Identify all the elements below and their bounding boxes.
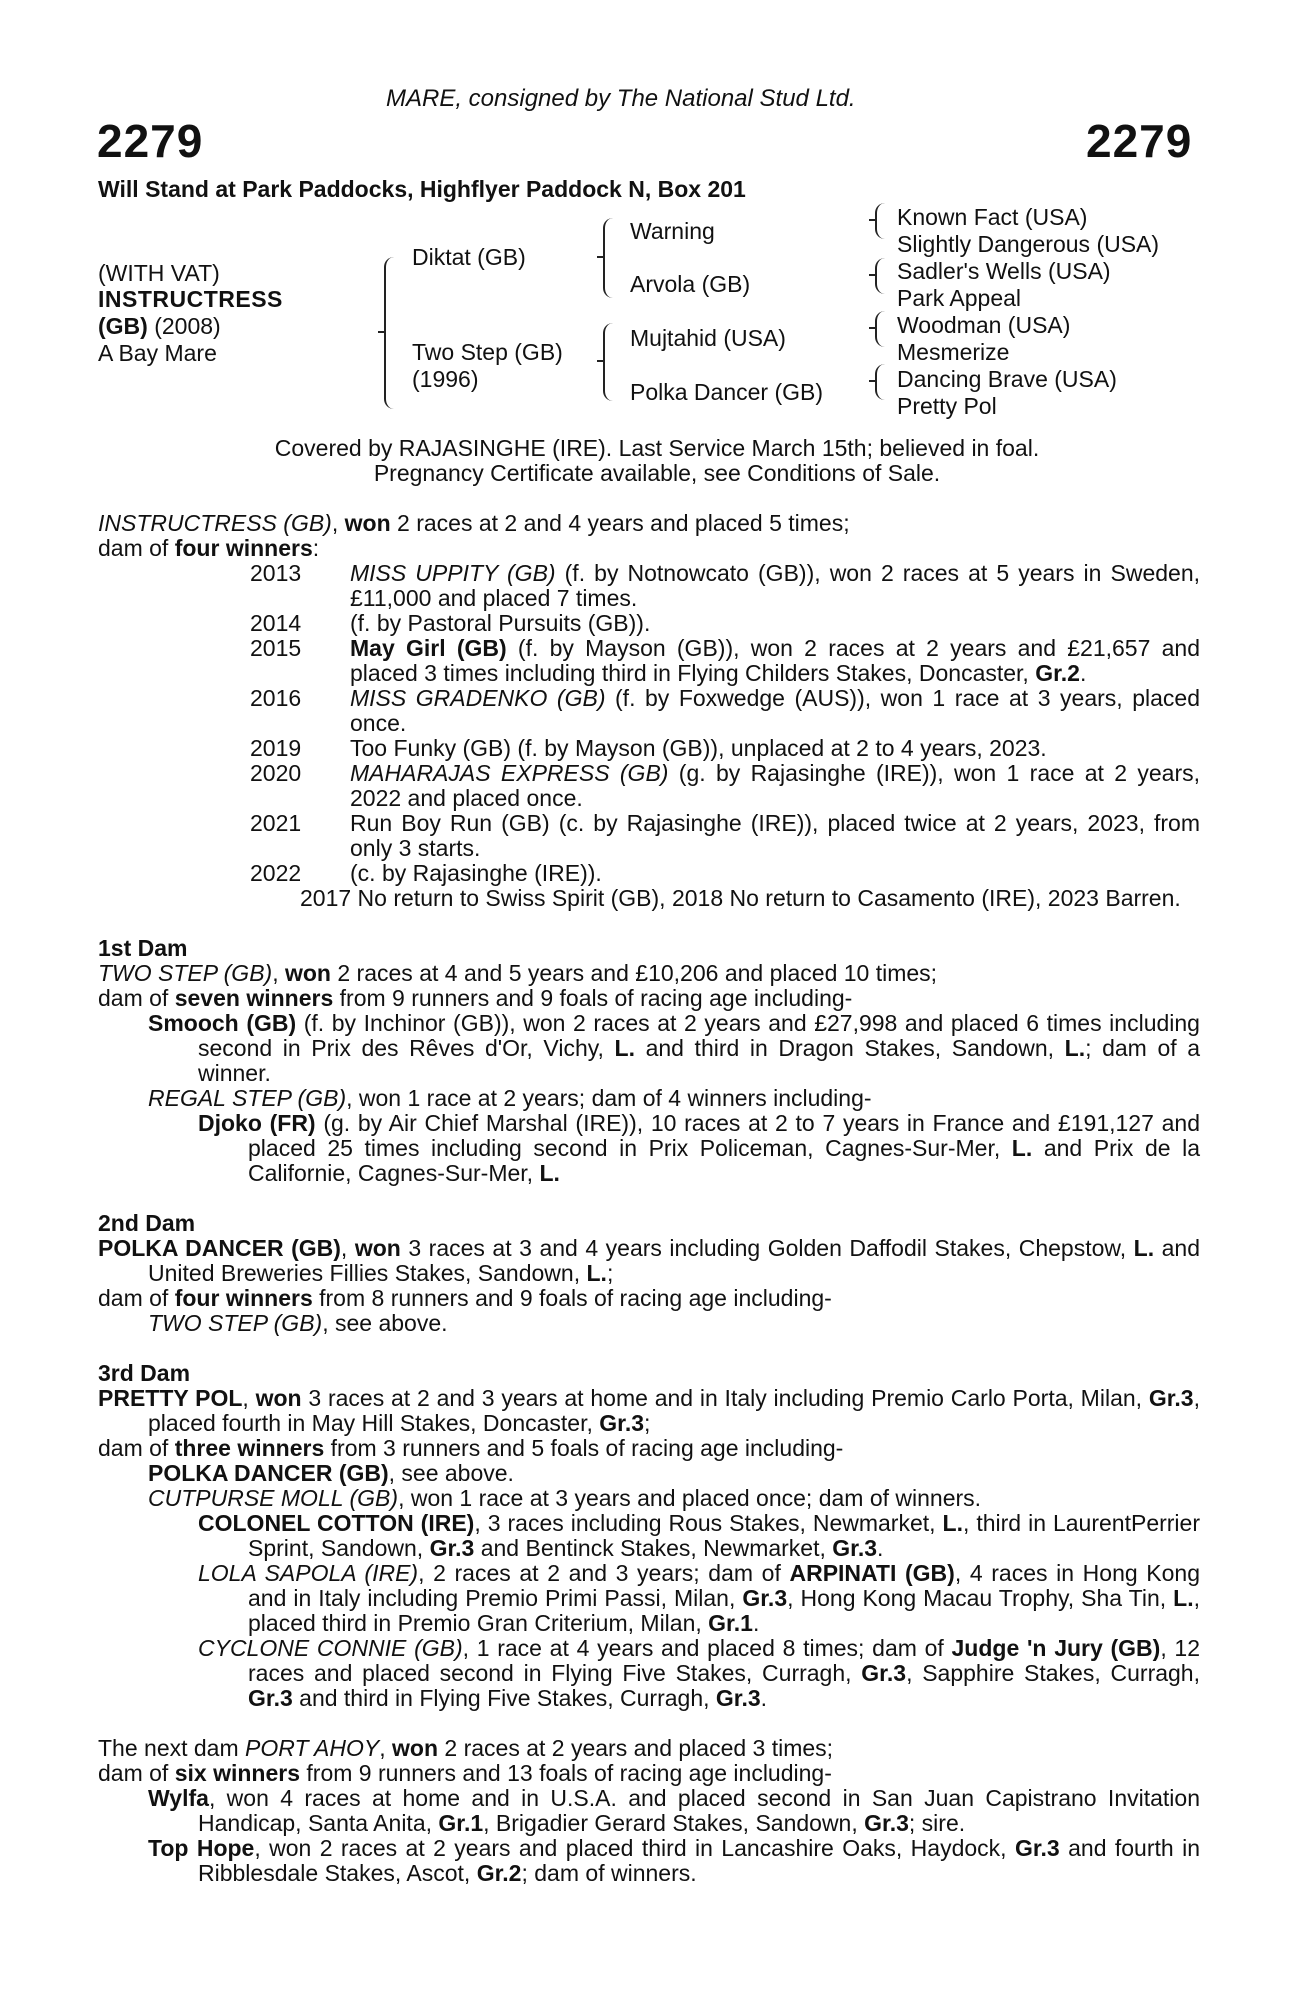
produce-2020: 2020 MAHARAJAS EXPRESS (GB) (g. by Rajasinghe (IRE)), won 1 race at 2 years, 2022 and placed once. [250, 760, 1200, 811]
third-dam-heading: 3rd Dam [98, 1360, 191, 1386]
horse-country-year [98, 314, 221, 339]
produce-2019: 2019 Too Funky (GB) (f. by Mayson (GB)), unplaced at 2 to 4 years, 2023. [250, 735, 1047, 761]
pedigree-brace-dam [603, 323, 615, 401]
pedigree-brace-sd [875, 258, 885, 294]
pedigree-dam-dam: Polka Dancer (GB) [630, 379, 824, 405]
pedigree-sire-sire: Warning [630, 218, 715, 244]
pedigree-g3-2: Slightly Dangerous (USA) [897, 231, 1160, 257]
second-dam-heading: 2nd Dam [98, 1210, 196, 1236]
pedigree-brace-ds [875, 311, 885, 347]
horse-name: INSTRUCTRESS [98, 286, 283, 312]
third-dam-cutpurse-moll: CUTPURSE MOLL (GB), won 1 race at 3 years and placed once; dam of winners. [148, 1485, 982, 1511]
second-dam-two-step: TWO STEP (GB), see above. [148, 1310, 448, 1336]
pedigree-dam: Two Step (GB) [412, 339, 563, 365]
covered-line-1: Covered by RAJASINGHE (IRE). Last Service March 15th; believed in foal. [274, 435, 1040, 461]
mare-produce-summary: dam of four winners: [98, 535, 320, 561]
produce-2015: 2015 May Girl (GB) (f. by Mayson (GB)), won 2 races at 2 years and £21,657 and placed 3 times including third in Flying Childers Stakes, Doncaster, Gr.2. [250, 635, 1201, 686]
first-dam-regal-step: REGAL STEP (GB), won 1 race at 2 years; dam of 4 winners including- [148, 1085, 872, 1111]
stand-location: Will Stand at Park Paddocks, Highflyer Paddock N, Box 201 [98, 176, 746, 202]
produce-2013: 2013 MISS UPPITY (GB) (f. by Notnowcato (GB)), won 2 races at 5 years in Sweden, £11,000 and placed 7 times. [250, 560, 1200, 611]
third-dam-colonel-cotton: COLONEL COTTON (IRE), 3 races including Rous Stakes, Newmarket, L., third in LaurentPerrier Sprint, Sandown, Gr.3 and Bentinck Stakes, Newmarket, Gr.3. [198, 1510, 1200, 1561]
second-dam-record: POLKA DANCER (GB), won 3 races at 3 and 4 years including Golden Daffodil Stakes, Chepstow, L. and United Breweries Fillies Stakes, Sandown, L.; [98, 1235, 1201, 1286]
pedigree-g3-7: Dancing Brave (USA) [897, 366, 1117, 392]
first-dam-summary: dam of seven winners from 9 runners and 9 foals of racing age including- [98, 985, 853, 1011]
next-dam-record: The next dam PORT AHOY, won 2 races at 2 years and placed 3 times; [98, 1735, 834, 1761]
consignor-line: MARE, consigned by The National Stud Ltd. [386, 85, 856, 112]
third-dam-summary: dam of three winners from 3 runners and 5 foals of racing age including- [98, 1435, 844, 1461]
first-dam-heading: 1st Dam [98, 935, 188, 961]
third-dam-cyclone-connie: CYCLONE CONNIE (GB), 1 race at 4 years and placed 8 times; dam of Judge 'n Jury (GB), 12 races and placed second in Flying Five Stakes, Curragh, Gr.3, Sapphire Stakes, Curragh, Gr.3 and third in Flying Five Stakes, Curragh, Gr.3. [198, 1635, 1200, 1711]
pedigree-brace-dd [875, 364, 885, 400]
third-dam-record: PRETTY POL, won 3 races at 2 and 3 years at home and in Italy including Premio Carlo Porta, Milan, Gr.3, placed fourth in May Hill Stakes, Doncaster, Gr.3; [98, 1385, 1200, 1436]
pedigree-brace-gen1 [384, 257, 396, 409]
produce-2014: 2014 (f. by Pastoral Pursuits (GB)). [250, 610, 651, 636]
pedigree-g3-1: Known Fact (USA) [897, 204, 1088, 230]
pedigree-dam-year: (1996) [412, 366, 479, 392]
pedigree-brace-sire [603, 218, 615, 298]
horse-foal-year: (2008) [147, 313, 221, 339]
mare-record: INSTRUCTRESS (GB), won 2 races at 2 and 4 years and placed 5 times; [98, 510, 850, 536]
lot-number-right: 2279 [1086, 115, 1193, 167]
pedigree-g3-6: Mesmerize [897, 339, 1010, 365]
pedigree-dam-sire: Mujtahid (USA) [630, 325, 786, 351]
lot-number-left: 2279 [97, 115, 204, 167]
vat-note: (WITH VAT) [98, 260, 220, 286]
pedigree-sire: Diktat (GB) [412, 244, 526, 270]
third-dam-lola-sapola: LOLA SAPOLA (IRE), 2 races at 2 and 3 years; dam of ARPINATI (GB), 4 races in Hong Kong and in Italy including Premio Primi Passi, Milan, Gr.3, Hong Kong Macau Trophy, Sha Tin, L., placed third in Premio Gran Criterium, Milan, Gr.1. [198, 1560, 1200, 1636]
third-dam-polka-dancer: POLKA DANCER (GB), see above. [148, 1460, 514, 1486]
produce-2022: 2022 (c. by Rajasinghe (IRE)). [250, 860, 602, 886]
first-dam-smooch: Smooch (GB) (f. by Inchinor (GB)), won 2 races at 2 years and £27,998 and placed 6 times including second in Prix des Rêves d'Or, Vichy, L. and third in Dragon Stakes, Sandown, L.; dam of a winner. [148, 1010, 1201, 1086]
next-dam-wylfa: Wylfa, won 4 races at home and in U.S.A. and placed second in San Juan Capistrano Invitation Handicap, Santa Anita, Gr.1, Brigadier Gerard Stakes, Sandown, Gr.3; sire. [148, 1785, 1200, 1836]
horse-description: A Bay Mare [98, 340, 217, 366]
first-dam-djoko: Djoko (FR) (g. by Air Chief Marshal (IRE)), 10 races at 2 to 7 years in France and £191,127 and placed 25 times including second in Prix Policeman, Cagnes-Sur-Mer, L. and Prix de la Californie, Cagnes-Sur-Mer, L. [198, 1110, 1200, 1186]
pedigree-g3-3: Sadler's Wells (USA) [897, 258, 1111, 284]
covered-line-2: Pregnancy Certificate available, see Conditions of Sale. [373, 460, 941, 486]
pedigree-sire-dam: Arvola (GB) [630, 271, 751, 297]
produce-2021: 2021 Run Boy Run (GB) (c. by Rajasinghe (IRE)), placed twice at 2 years, 2023, from only 3 starts. [250, 810, 1200, 861]
next-dam-top-hope: Top Hope, won 2 races at 2 years and placed third in Lancashire Oaks, Haydock, Gr.3 and fourth in Ribblesdale Stakes, Ascot, Gr.2; dam of winners. [148, 1835, 1200, 1886]
catalogue-body [98, 511, 1200, 1886]
first-dam-record: TWO STEP (GB), won 2 races at 4 and 5 years and £10,206 and placed 10 times; [98, 960, 938, 986]
pedigree-brace-ss [875, 203, 885, 239]
pedigree-g3-8: Pretty Pol [897, 393, 997, 419]
horse-country: (GB) [98, 313, 148, 339]
next-dam-summary: dam of six winners from 9 runners and 13 foals of racing age including- [98, 1760, 832, 1786]
second-dam-summary: dam of four winners from 8 runners and 9 foals of racing age including- [98, 1285, 832, 1311]
produce-2016: 2016 MISS GRADENKO (GB) (f. by Foxwedge (AUS)), won 1 race at 3 years, placed once. [250, 685, 1200, 736]
pedigree-g3-5: Woodman (USA) [897, 312, 1071, 338]
pedigree-g3-4: Park Appeal [897, 285, 1022, 311]
produce-returns: 2017 No return to Swiss Spirit (GB), 2018 No return to Casamento (IRE), 2023 Barren. [300, 885, 1181, 911]
